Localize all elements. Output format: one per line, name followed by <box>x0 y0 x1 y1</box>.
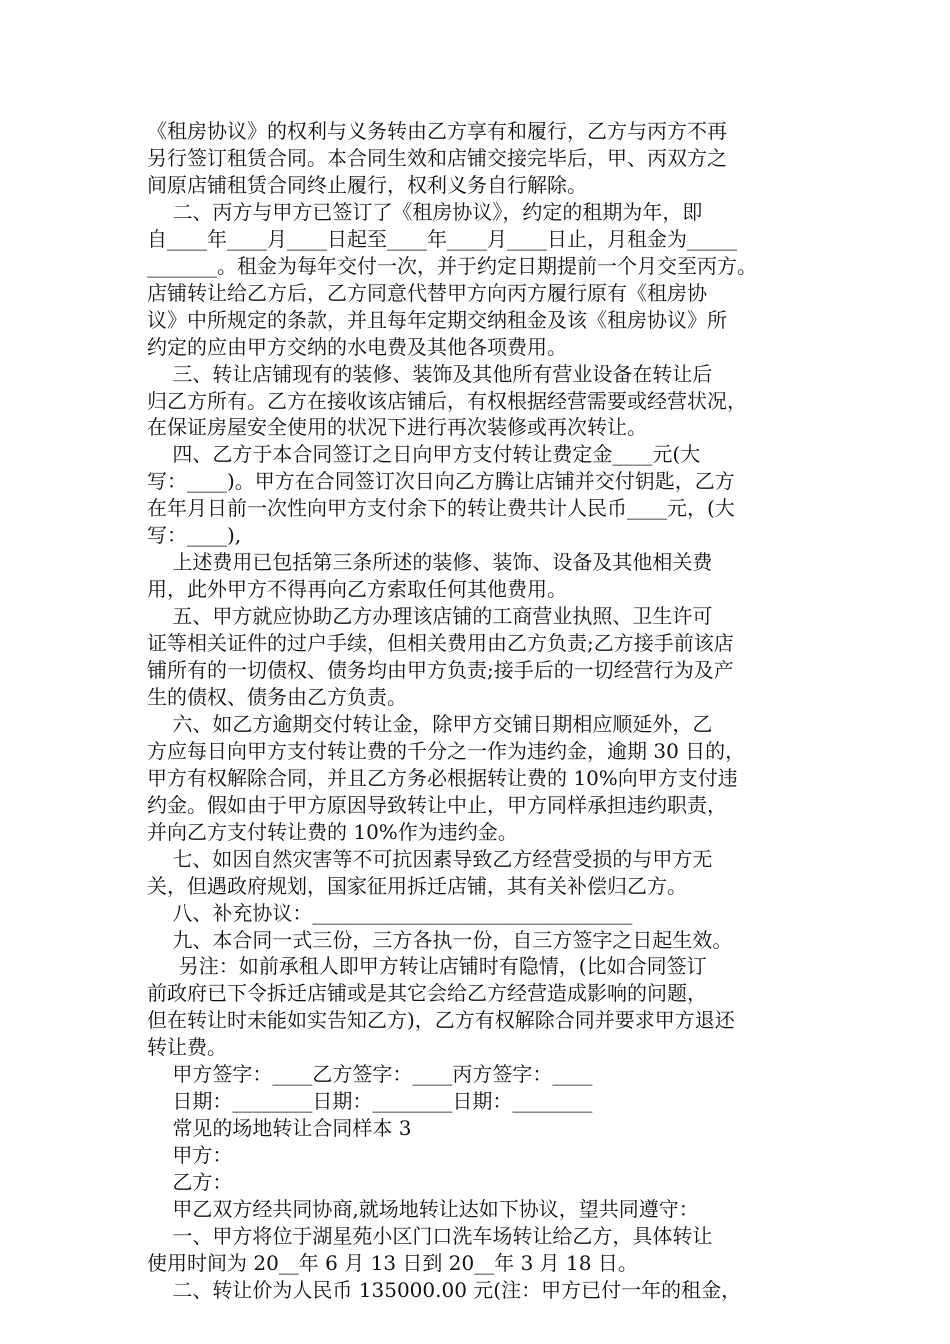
text-line: 约定的应由甲方交纳的水电费及其他各项费用。 <box>147 334 567 359</box>
text-line: 写：____)。甲方在合同签订次日向乙方腾让店铺并交付钥匙，乙方 <box>147 469 735 494</box>
text-line: 一、甲方将位于湖星苑小区门口洗车场转让给乙方，具体转让 <box>147 1223 713 1248</box>
text-line: 甲乙双方经共同协商,就场地转让达如下协议，望共同遵守： <box>147 1197 699 1221</box>
text-line: 《租房协议》的权利与义务转由乙方享有和履行，乙方与丙方不再 <box>147 119 727 143</box>
text-line: 五、甲方就应协助乙方办理该店铺的工商营业执照、卫生许可 <box>147 604 713 629</box>
text-line: 甲方有权解除合同，并且乙方务必根据转让费的 10%向甲方支付违 <box>147 765 738 790</box>
text-line: 甲方： <box>147 1143 233 1168</box>
text-line: 九、本合同一式三份，三方各执一份，自三方签字之日起生效。 <box>147 927 733 952</box>
text-line: 方应每日向甲方支付转让费的千分之一作为违约金，逾期 30 日的， <box>147 738 746 763</box>
text-line: 在年月日前一次性向甲方支付余下的转让费共计人民币____元，(大 <box>147 496 735 521</box>
text-line: 关，但遇政府规划，国家征用拆迁店铺，其有关补偿归乙方。 <box>147 873 687 898</box>
text-line: 使用时间为 20__年 6 月 13 日到 20__年 3 月 18 日。 <box>147 1250 638 1275</box>
text-line: 转让费。 <box>147 1035 227 1060</box>
text-line: 用，此外甲方不得再向乙方索取任何其他费用。 <box>147 577 567 602</box>
text-line: 三、转让店铺现有的装修、装饰及其他所有营业设备在转让后 <box>147 361 713 386</box>
text-line: 写：____), <box>147 523 242 548</box>
text-line: 七、如因自然灾害等不可抗因素导致乙方经营受损的与甲方无 <box>147 846 713 871</box>
text-line: 生的债权、债务由乙方负责。 <box>147 684 407 709</box>
text-line: 二、转让价为人民币 135000.00 元(注：甲方已付一年的租金， <box>147 1277 742 1302</box>
text-line: 约金。假如由于甲方原因导致转让中止，甲方同样承担违约职责， <box>147 792 727 817</box>
text-line: 并向乙方支付转让费的 10%作为违约金。 <box>147 819 518 844</box>
text-line: 六、如乙方逾期交付转让金，除甲方交铺日期相应顺延外，乙 <box>147 711 713 736</box>
text-line: 甲方签字：____乙方签字：____丙方签字：____ <box>147 1062 593 1087</box>
text-line: 乙方： <box>147 1170 233 1195</box>
text-line: 日期：________日期：________日期：________ <box>147 1089 593 1114</box>
text-line: 在保证房屋安全使用的状况下进行再次装修或再次转让。 <box>147 415 647 440</box>
text-line: 二、丙方与甲方已签订了《租房协议》，约定的租期为年，即 <box>147 199 703 224</box>
text-line: _______。租金为每年交付一次，并于约定日期提前一个月交至丙方。 <box>147 253 757 278</box>
text-line: 常见的场地转让合同样本 3 <box>147 1116 412 1141</box>
text-line: 上述费用已包括第三条所述的装修、装饰、设备及其他相关费 <box>147 550 713 575</box>
text-line: 另注：如前承租人即甲方转让店铺时有隐情，(比如合同签订 <box>147 954 707 979</box>
text-line: 店铺转让给乙方后，乙方同意代替甲方向丙方履行原有《租房协 <box>147 280 707 305</box>
text-line: 议》中所规定的条款，并且每年定期交纳租金及该《租房协议》所 <box>147 307 727 332</box>
text-line: 八、补充协议：________________________________ <box>147 900 633 925</box>
text-line: 铺所有的一切债权、债务均由甲方负责;接手后的一切经营行为及产 <box>147 658 734 682</box>
text-line: 另行签订租赁合同。本合同生效和店铺交接完毕后，甲、丙双方之 <box>147 145 727 170</box>
text-line: 证等相关证件的过户手续，但相关费用由乙方负责;乙方接手前该店 <box>147 631 734 656</box>
text-line: 自____年____月____日起至____年____月____日止，月租金为_____ <box>147 226 737 251</box>
text-line: 但在转让时未能如实告知乙方)，乙方有权解除合同并要求甲方退还 <box>147 1008 735 1033</box>
text-line: 前政府已下令拆迁店铺或是其它会给乙方经营造成影响的问题， <box>147 981 707 1006</box>
text-line: 归乙方所有。乙方在接收该店铺后，有权根据经营需要或经营状况， <box>147 388 747 413</box>
text-line: 四、乙方于本合同签订之日向甲方支付转让费定金____元(大 <box>147 442 701 467</box>
text-line: 间原店铺租赁合同终止履行，权利义务自行解除。 <box>147 172 587 197</box>
